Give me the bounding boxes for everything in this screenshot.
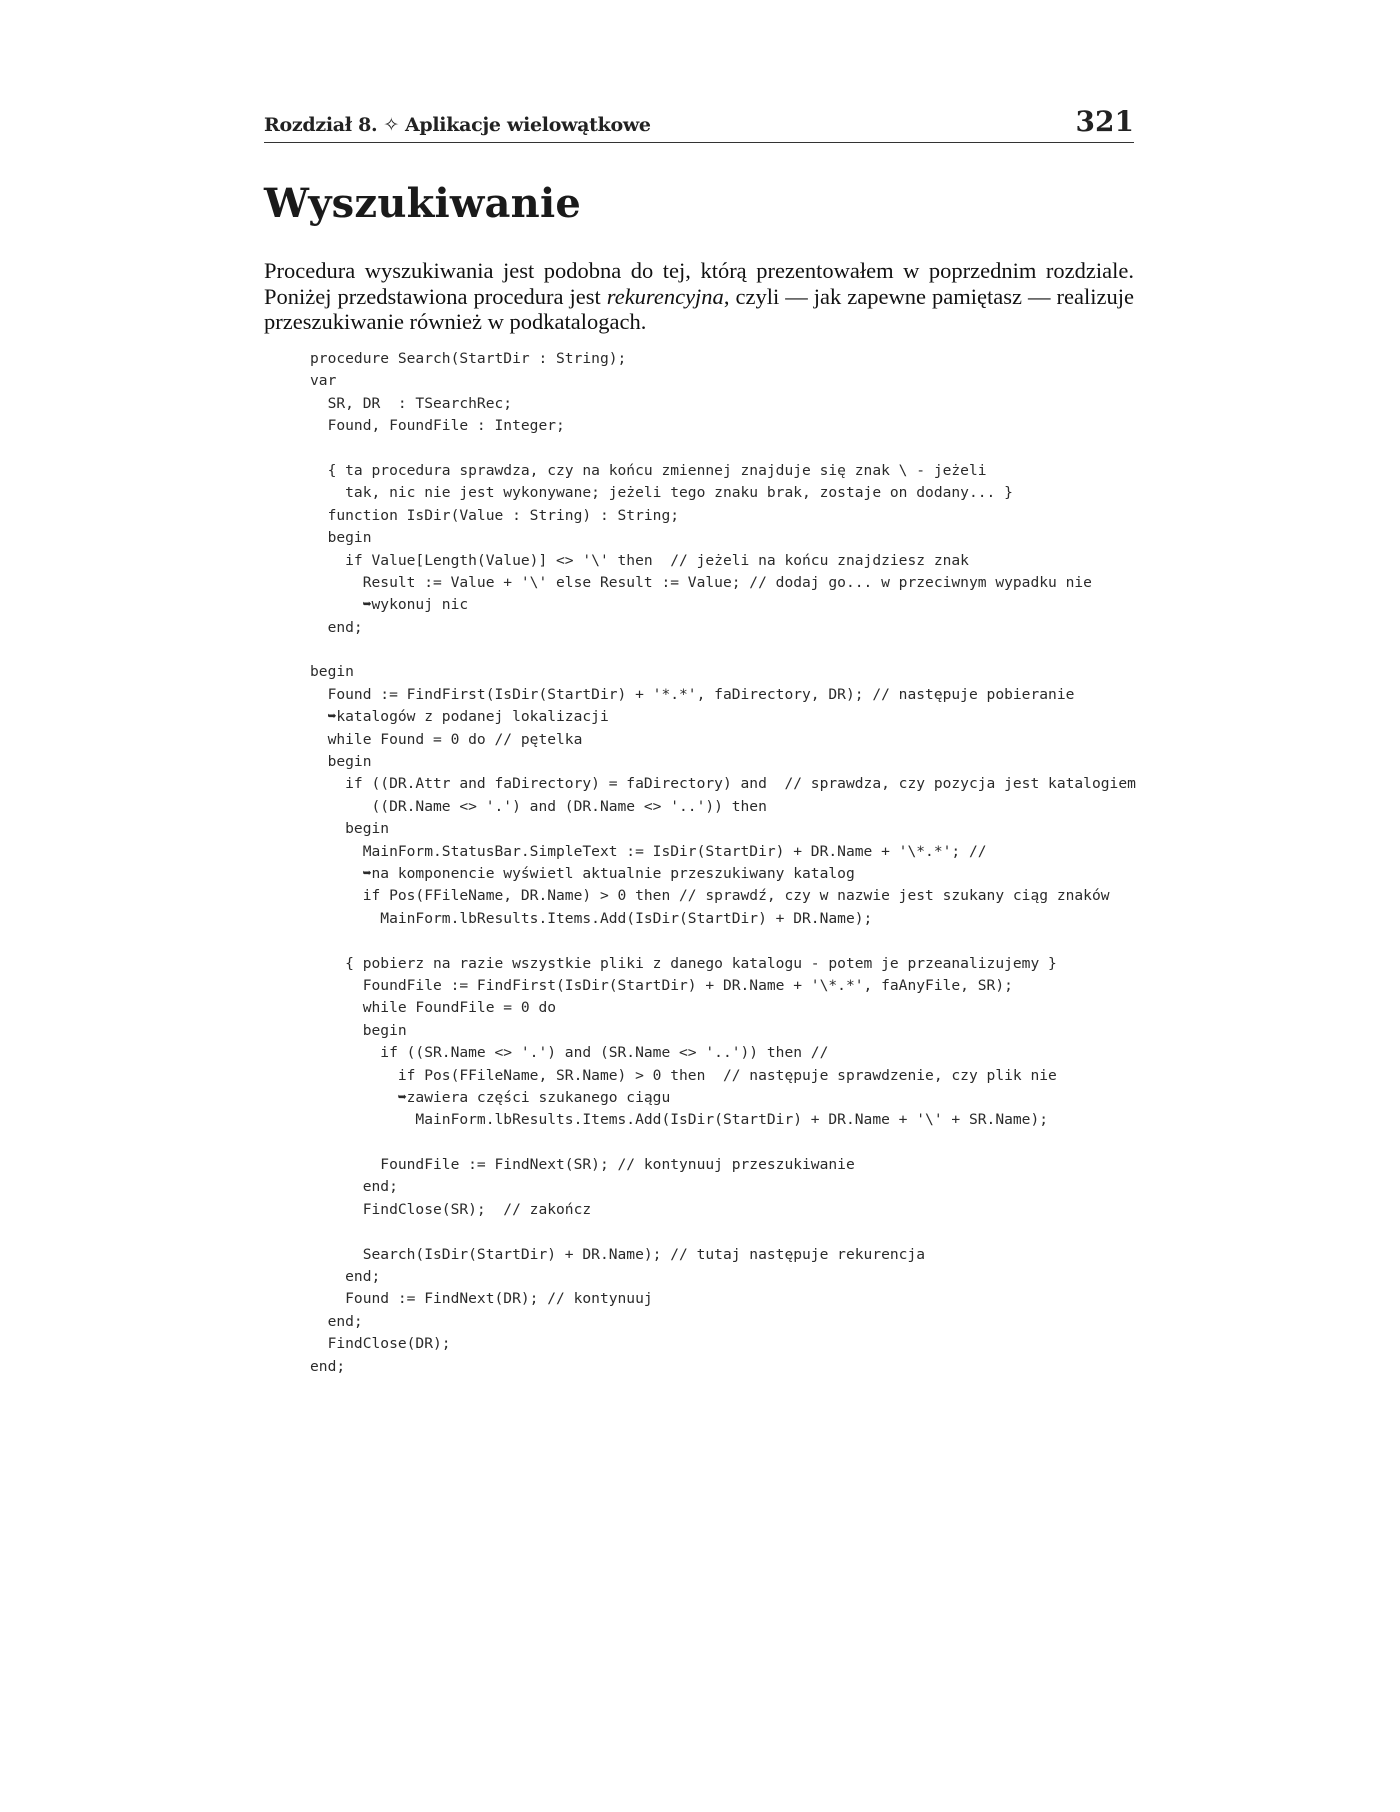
code-line: tak, nic nie jest wykonywane; jeżeli tego znaku brak, zostaje on dodany... } [310,484,1013,502]
code-line: ➥katalogów z podanej lokalizacji [310,708,609,726]
intro-text-before: Procedura wyszukiwania jest podobna do tej, którą prezentowałem w poprzednim rozdziale. Poniżej przedstawiona procedura jest [264,258,1134,309]
code-line: if Value[Length(Value)] <> '\' then // jeżeli na końcu znajdziesz znak [310,551,969,569]
code-line: FindClose(SR); // zakończ [310,1200,592,1218]
code-line: Found, FoundFile : Integer; [310,417,565,435]
code-line: end; [310,1268,381,1286]
code-line: { pobierz na razie wszystkie pliki z danego katalogu - potem je przeanalizujemy } [310,954,1057,972]
chapter-title: Aplikacje wielowątkowe [404,114,651,136]
code-line: ➥zawiera części szukanego ciągu [310,1088,671,1106]
code-line: Search(IsDir(StartDir) + DR.Name); // tutaj następuje rekurencja [310,1245,926,1263]
code-line: end; [310,1178,398,1196]
code-line: if Pos(FFileName, DR.Name) > 0 then // sprawdź, czy w nazwie jest szukany ciąg znaków [310,887,1110,905]
code-line: MainForm.StatusBar.SimpleText := IsDir(StartDir) + DR.Name + '\*.*'; // [310,842,987,860]
code-line: var [310,372,337,390]
code-line [310,639,1140,661]
code-line [310,1221,1140,1243]
code-line: FindClose(DR); [310,1335,451,1353]
code-line: begin [310,529,372,547]
running-header [264,102,1134,143]
code-line: MainForm.lbResults.Items.Add(IsDir(StartDir) + DR.Name + '\' + SR.Name); [310,1111,1049,1129]
code-line: Found := FindNext(DR); // kontynuuj [310,1290,653,1308]
code-line [310,930,1140,952]
intro-paragraph [264,258,1134,335]
code-line: if Pos(FFileName, SR.Name) > 0 then // następuje sprawdzenie, czy plik nie [310,1066,1057,1084]
section-title: Wyszukiwanie [264,180,581,227]
code-line: end; [310,1357,346,1375]
code-line: end; [310,1312,363,1330]
code-line: SR, DR : TSearchRec; [310,394,513,412]
code-line: ((DR.Name <> '.') and (DR.Name <> '..')) then [310,797,767,815]
diamond-separator-icon: ✧ [383,114,399,136]
code-line: FoundFile := FindNext(SR); // kontynuuj przeszukiwanie [310,1156,855,1174]
code-line: ➥na komponencie wyświetl aktualnie przeszukiwany katalog [310,864,855,882]
code-line [310,438,1140,460]
chapter-heading [264,114,651,136]
page-number: 321 [1075,105,1134,138]
code-line: procedure Search(StartDir : String); [310,350,627,367]
code-line: end; [310,618,363,636]
code-line: while FoundFile = 0 do [310,999,557,1017]
code-line: Result := Value + '\' else Result := Value; // dodaj go... w przeciwnym wypadku nie [310,573,1092,591]
code-line: begin [310,753,372,771]
chapter-number: Rozdział 8. [264,114,378,136]
intro-emphasis: rekurencyjna [606,283,724,309]
code-line: if ((DR.Attr and faDirectory) = faDirectory) and // sprawdza, czy pozycja jest katalogiem [310,775,1136,793]
code-listing [310,348,1140,1378]
code-line: begin [310,663,354,681]
code-line: Found := FindFirst(IsDir(StartDir) + '*.*', faDirectory, DR); // następuje pobieranie [310,685,1075,703]
code-line: begin [310,1021,407,1039]
code-line: ➥wykonuj nic [310,596,469,614]
code-line: { ta procedura sprawdza, czy na końcu zmiennej znajduje się znak \ - jeżeli [310,461,987,479]
code-line: if ((SR.Name <> '.') and (SR.Name <> '..')) then // [310,1044,829,1062]
code-line: begin [310,820,390,838]
code-line: while Found = 0 do // pętelka [310,730,583,748]
intro-text-after: , czyli — jak zapewne pamiętasz — realizuje przeszukiwanie również w podkatalogach. [264,283,1134,334]
code-line: FoundFile := FindFirst(IsDir(StartDir) + DR.Name + '\*.*', faAnyFile, SR); [310,976,1013,994]
code-line: MainForm.lbResults.Items.Add(IsDir(StartDir) + DR.Name); [310,909,873,927]
code-line [310,1132,1140,1154]
code-line: function IsDir(Value : String) : String; [310,506,680,524]
